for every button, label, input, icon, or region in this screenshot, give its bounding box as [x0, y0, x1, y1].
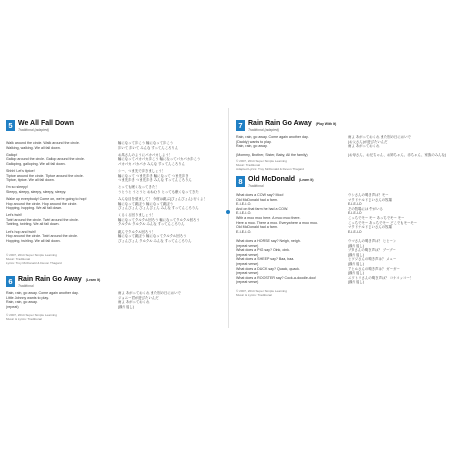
lyric-stanza [118, 153, 222, 167]
lyric-line: ぴょんぴょん ぴょんぴょん みんな すってんころりん [118, 206, 199, 211]
lyric-line: マクドナルドじいさんの牧場 [348, 225, 392, 230]
song-subtitle: Traditional [248, 184, 264, 188]
lyric-line: (repeat verse) [236, 243, 259, 248]
lyric-line: うとうと うとうと おねむり とっても眠くなってきた [118, 189, 199, 194]
lyric-line: Tiptoe around the circle. Tiptoe around the circle. [6, 173, 84, 178]
lyric-line: つま先歩き つま先歩き みんな すってんころりん [118, 178, 192, 183]
song-number-badge: 5 [6, 120, 15, 131]
lyric-stanza [6, 169, 116, 183]
lyric-stanza [118, 185, 222, 194]
lyric-stanza [118, 230, 222, 244]
lyric-line: Hopping, twirling. We all fall down. [6, 238, 61, 243]
right-page [232, 108, 456, 328]
song-tag: (Learn It) [299, 178, 314, 182]
lyric-line: Wake up everybody! Come on, we're going to hop! [6, 196, 87, 201]
lyric-line: (repeat verse) [236, 252, 259, 257]
lyric-line: こっちでモー あっちでモー どこでもモーモー [348, 220, 417, 225]
lyric-stanza [6, 185, 116, 194]
song-8-credits [236, 290, 287, 298]
song-subtitle: Traditional (adapted) [248, 128, 280, 132]
music-credit: Music: Traditional [6, 256, 31, 261]
lyric-stanza [6, 213, 116, 227]
song-title: Rain Rain Go Away [18, 276, 82, 283]
lyric-line: Gallop around the circle. Gallop around the circle. [6, 157, 85, 162]
lyric-line: E-I-E-I-O [348, 211, 362, 216]
lyric-line: (repeat verse) [236, 261, 259, 266]
lyric-line: (繰り返し) [348, 271, 364, 276]
lyric-line: Old McDonald had a farm. [236, 197, 278, 202]
lyric-line: Shhh! Let's tiptoe! [6, 168, 35, 173]
lyric-line: (お母さん、お兄ちゃん、お姉ちゃん、赤ちゃん、家族のみんな) [348, 153, 447, 158]
lyric-line: E-I-E-I-O [348, 229, 362, 234]
copyright-text: © 2007, 2014 Super Simple Learning [236, 289, 287, 293]
song-title: We All Fall Down [18, 120, 75, 127]
lyric-line: (繰り返し) [348, 252, 364, 257]
lyric-line: 輪になって つま先歩き 輪になって つま先歩き [118, 173, 189, 178]
lyric-stanza [118, 197, 222, 211]
lyric-line: 輪になってクルクル回ろう 輪になってクルクル回ろう [118, 217, 200, 222]
copyright-text: © 2007, 2014 Super Simple Learning [6, 313, 57, 317]
lyric-line: くるくる回りましょう！ [118, 213, 156, 218]
music-lyrics-credit: Music & Lyrics: Traditional [6, 316, 42, 321]
lyric-line: What does a DUCK say? Quack, quack. [236, 266, 300, 271]
song-7-english-lyrics [236, 135, 344, 158]
song-6-header [6, 276, 100, 289]
lyric-line: ウシさんの鳴き声は？モー [348, 193, 389, 197]
music-lyrics-credit: Music & Lyrics: Traditional [236, 292, 272, 297]
lyric-line: What does a SHEEP say? Baa, baa. [236, 257, 295, 262]
lyric-stanza [6, 230, 116, 244]
lyric-line: Twirl around the circle. Twirl around the circle. [6, 217, 79, 222]
lyric-line: (繰り返し) [118, 304, 134, 309]
lyric-line: What does a HORSE say? Neigh, neigh. [236, 238, 301, 243]
lyric-line: Here a moo. There a moo. Everywhere a moo moo. [236, 220, 319, 225]
lyric-line: Tiptoe, tiptoe. We all fall down. [6, 178, 55, 183]
song-8-english-lyrics [236, 193, 344, 285]
lyric-line: とっても眠くなってきた！ [118, 185, 159, 190]
lyric-line: Little Johnny wants to play. [6, 295, 49, 300]
lyric-line: みんな目を覚まして！ 今度は跳ぶ(ぴょんぴょん) 行くよ！ [118, 196, 207, 201]
song-number-badge: 8 [236, 176, 245, 187]
lyric-line: 輪になって跳ぼう 輪になってクルクル回ろう [118, 234, 187, 239]
music-credit: Music: Traditional [236, 162, 261, 167]
lyric-line: クルクル クルクル みんな すってんころりん [118, 222, 185, 227]
song-title: Old McDonald [248, 176, 296, 183]
lyric-line: Rain, rain, go away. Come again another day. [6, 291, 79, 295]
song-tag: (Learn It) [85, 278, 101, 282]
lyric-stanza [118, 213, 222, 227]
lyric-line: Let's hop and twirl! [6, 229, 36, 234]
lyric-line: (お父さん)が遊びたいんだ [348, 139, 388, 144]
lyric-line: 雨よ あがっておくれ [348, 144, 380, 149]
lyric-line: (repeat verse) [236, 271, 259, 276]
song-title: Rain Rain Go Away [248, 120, 312, 127]
copyright-text: © 2007, 2014 Super Simple Learning [236, 159, 287, 163]
lyric-line: (繰り返し) [348, 243, 364, 248]
song-6-japanese-lyrics [118, 291, 222, 309]
lyric-line: 輪になって歩こう 輪になって歩こう [118, 141, 174, 145]
lyric-line: Hopping, hopping. We all fall down. [6, 206, 63, 211]
song-6-english-lyrics [6, 291, 116, 309]
lyric-line: E-I-E-I-O. [236, 202, 252, 207]
lyrics-credit: Adapted Lyrics: Troy McDonald & Devon Thagard [236, 166, 304, 171]
lyric-line: 雨よ あがっておくれ [118, 300, 150, 305]
song-8-japanese-lyrics [348, 193, 454, 285]
lyric-line: With a moo moo here. A moo moo there. [236, 215, 301, 220]
lyric-line: (繰り返し) [348, 261, 364, 266]
song-7-header [236, 120, 336, 133]
lyric-line: Let's twirl! [6, 213, 22, 218]
lyric-line: What does a ROOSTER say? Cock-a-doodle-doo! [236, 275, 317, 280]
song-5-english-lyrics [6, 141, 116, 246]
lyric-stanza [118, 169, 222, 183]
song-7-japanese-lyrics [348, 135, 454, 158]
lyric-line: Twirling, twirling. We all fall down. [6, 222, 60, 227]
song-5-japanese-lyrics [118, 141, 222, 246]
lyric-line: ウマさんの鳴き声は？ ヒヒーン [348, 238, 397, 243]
lyric-line: お馬さんのようにパカパカしよう！ [118, 152, 173, 157]
song-6-credits [6, 314, 57, 322]
lyric-line: その牧場には 牛がいる [348, 206, 383, 211]
song-5-credits [6, 254, 62, 265]
lyric-line: 跳んでクルクル回ろう！ [118, 229, 156, 234]
lyric-stanza [118, 141, 222, 150]
lyric-line: 輪になってパカパカ歩こう 輪になってパカパカ歩こう [118, 157, 201, 162]
lyric-stanza [6, 153, 116, 167]
song-7-credits [236, 160, 304, 171]
lyric-line: (repeat) [6, 304, 19, 309]
lyric-line: I'm so sleepy! [6, 185, 28, 190]
page-fold-divider [228, 108, 229, 328]
song-5-header [6, 120, 74, 133]
lyric-line: 輪になって跳ぼう 輪になって跳ぼう [118, 201, 174, 206]
lyric-line: マクドナルドじいさんの牧場 [348, 197, 392, 202]
lyric-line: E-I-E-I-O. [236, 211, 252, 216]
lyric-line: Rain, rain, go away. [6, 300, 38, 305]
lyric-line: こっちでモー モー あっちでモー モー [348, 215, 405, 220]
lyrics-credit: Lyrics: Troy McDonald & Devon Thagard [6, 260, 62, 265]
lyric-line: Hop around the circle. Hop around the circle. [6, 201, 78, 206]
lyric-stanza [6, 141, 116, 150]
lyric-line: ニワトリさんの鳴き声は？ コケコッコー！ [348, 275, 414, 280]
lyric-line: 雨よ あがっておくれ また別の日においで [118, 291, 181, 295]
copyright-text: © 2007, 2014 Super Simple Learning [6, 253, 57, 257]
lyric-line: シー、つま先で歩きましょう！ [118, 168, 166, 173]
lyric-line: アヒルさんの鳴き声は？ ガーガー [348, 266, 400, 271]
lyric-line: 歩いて 歩いて みんな すってんころりん [118, 145, 179, 150]
lyric-line: Gallop! [6, 152, 18, 157]
song-number-badge: 6 [6, 276, 15, 287]
lyric-line: And on that farm he had a COW. [236, 206, 289, 211]
lyric-line: What does a PIG say? Oink, oink. [236, 248, 290, 253]
lyric-line: E-I-E-I-O. [236, 229, 252, 234]
lyric-stanza [6, 197, 116, 211]
lyric-line: 雨よ あがっておくれ また別の日においで [348, 135, 411, 139]
lyric-line: (repeat verse) [236, 280, 259, 285]
lyric-line: Hop around the circle. Twirl around the circle. [6, 234, 79, 239]
page-marker-dot [226, 210, 230, 214]
lyric-line: Old McDonald had a farm. [236, 225, 278, 230]
lyric-line: パカパカ パカパカ みんな すってんころりん [118, 161, 186, 166]
lyric-line: E-I-E-I-O [348, 202, 362, 207]
lyric-line: Rain, rain, go away. Come again another day. [236, 135, 309, 139]
lyric-line: (Mommy, Brother, Sister, Baby, All the family) [236, 153, 308, 158]
lyric-line: Rain, rain, go away. [236, 144, 268, 149]
lyric-line: ジョニー君が遊びたいんだ [118, 295, 159, 300]
song-subtitle: Traditional (adapted) [18, 128, 50, 132]
left-page [0, 108, 224, 328]
lyric-line: Sleepy, sleepy, sleepy, sleepy, sleepy. [6, 189, 67, 194]
song-number-badge: 7 [236, 120, 245, 131]
lyric-line: ブタさんの鳴き声は？ ブーブー [348, 248, 396, 253]
lyric-line: Galloping, galloping. We all fall down. [6, 161, 66, 166]
song-subtitle: Traditional [18, 284, 34, 288]
lyric-line: (繰り返し) [348, 280, 364, 285]
lyric-line: ぴょんぴょん クルクル みんな すってんころりん [118, 238, 192, 243]
song-8-header [236, 176, 314, 189]
lyric-line: Walking, walking. We all fall down. [6, 145, 61, 150]
song-tag: (Play With It) [315, 122, 337, 126]
lyric-line: Walk around the circle. Walk around the circle. [6, 141, 80, 145]
lyric-line: (Daddy) wants to play. [236, 139, 272, 144]
lyric-line: ヒツジさんの鳴き声は？ メェー [348, 257, 397, 262]
lyric-line: What does a COW say? Moo! [236, 193, 284, 197]
